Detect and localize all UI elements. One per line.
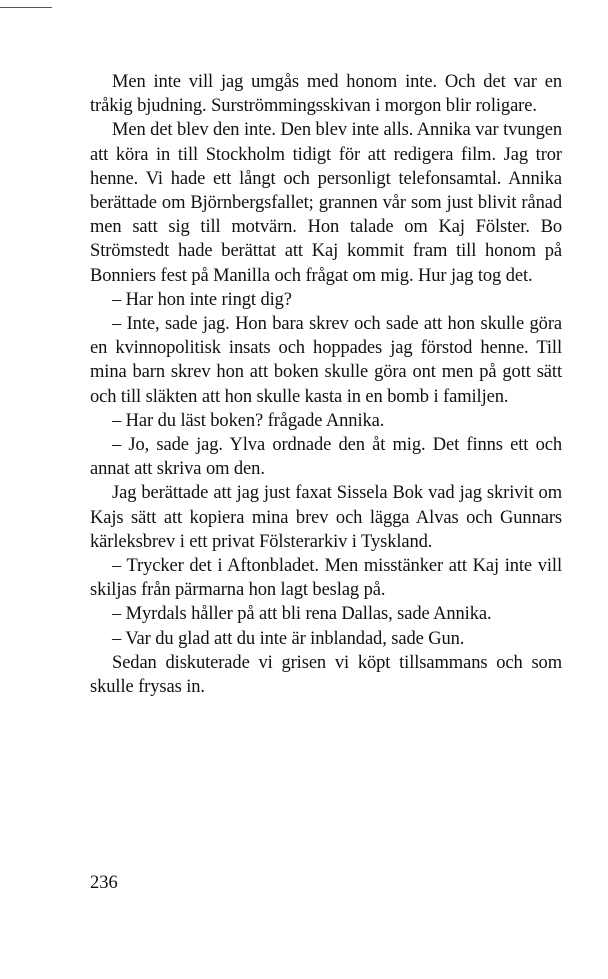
paragraph-3: – Har hon inte ringt dig?	[112, 289, 292, 310]
paragraph-2: Men det blev den inte. Den blev inte alls. Annika var tvungen att köra in till Stockholm tidigt för att redigera film. Jag tror henne. Vi hade ett långt och personligt telefonsamtal. Annika berättade om Björnbergsfallet; grannen vår som just blivit rånad men satt sig till motvärn. Hon talade om Kaj Fölster. Bo Strömstedt hade berättat att Kaj kommit fram till honom på Bonniers fest på Manilla och frågat om mig. Hur jag tog det.	[90, 120, 562, 286]
paragraph-11: Sedan diskuterade vi grisen vi köpt tillsammans och som skulle frysas in.	[90, 652, 562, 698]
paragraph-8: – Trycker det i Aftonbladet. Men misstänker att Kaj inte vill skiljas från pärmarna hon lagt beslag på.	[90, 556, 562, 601]
paragraph-9: – Myrdals håller på att bli rena Dallas, sade Annika.	[112, 604, 492, 625]
paragraph-7: Jag berättade att jag just faxat Sissela Bok vad jag skrivit om Kajs sätt att kopiera mina brev och lägga Alvas och Gunnars kärleksbrev i ett privat Fölsterarkiv i Tyskland.	[90, 483, 562, 552]
paragraph-6: – Jo, sade jag. Ylva ordnade den åt mig. Det finns ett och annat att skriva om den.	[90, 435, 562, 480]
page-number: 236	[90, 873, 118, 893]
paragraph-5: – Har du läst boken? frågade Annika.	[112, 410, 385, 431]
corner-rule	[0, 7, 52, 8]
paragraph-1: Men inte vill jag umgås med honom inte. Och det var en tråkig bjudning. Surströmmingsskivan i morgon blir roligare.	[90, 72, 562, 117]
paragraph-4: – Inte, sade jag. Hon bara skrev och sade att hon skulle göra en kvinnopolitisk insats och hoppades jag förstod henne. Till mina barn skrev hon att boken skulle göra ont men på gott sätt och till släkten att hon skulle kasta in en bomb i familjen.	[90, 314, 562, 407]
paragraph-10: – Var du glad att du inte är inblandad, sade Gun.	[112, 628, 465, 649]
page-text	[90, 70, 562, 699]
